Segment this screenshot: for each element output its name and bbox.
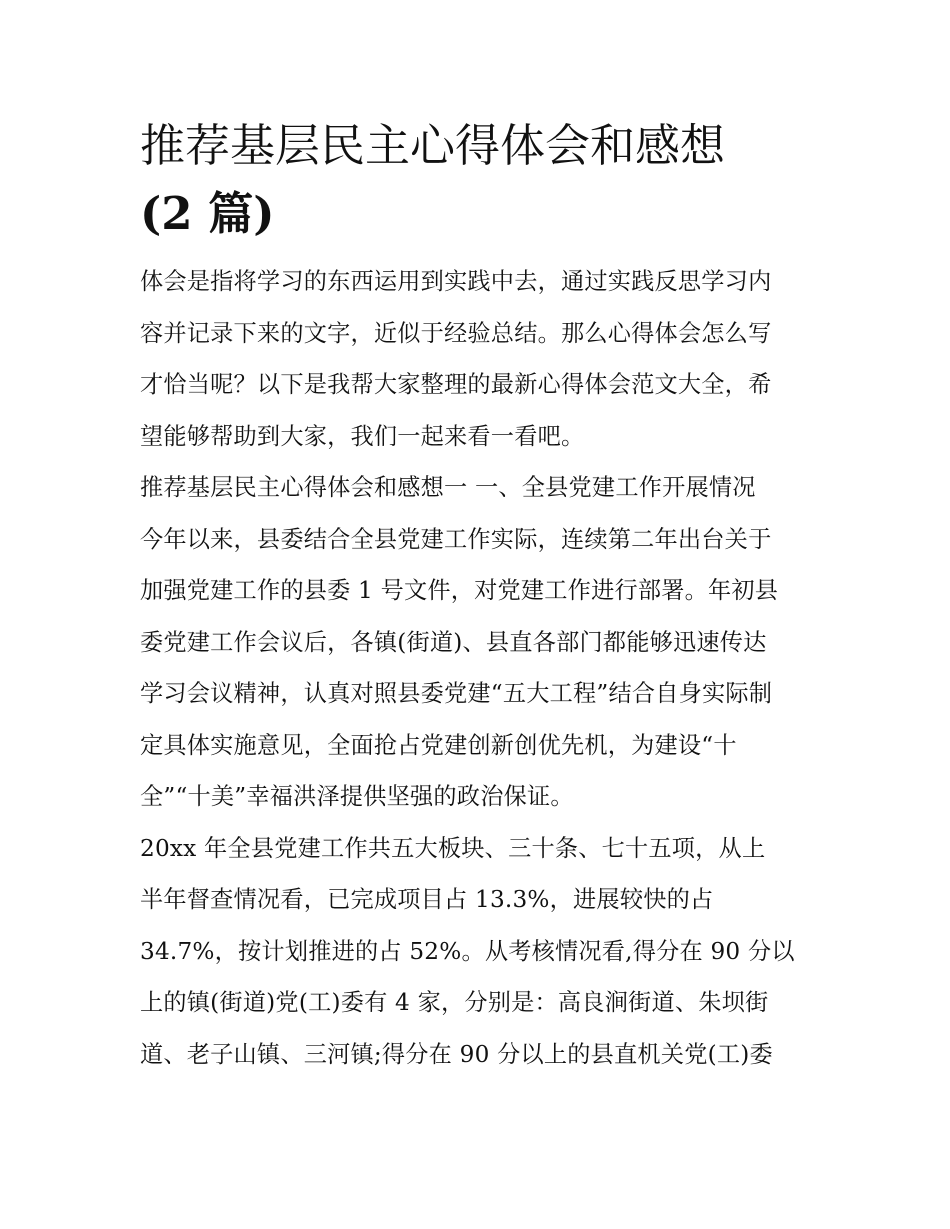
text-line: 才恰当呢？以下是我帮大家整理的最新心得体会范文大全，希 xyxy=(140,371,772,398)
body-paragraph xyxy=(140,462,812,823)
title-line: (2 篇) xyxy=(140,187,275,240)
text-line: 体会是指将学习的东西运用到实践中去，通过实践反思学习内 xyxy=(140,268,772,295)
intro-paragraph xyxy=(140,256,812,462)
text-line: 加强党建工作的县委 1 号文件，对党建工作进行部署。年初县 xyxy=(140,577,779,604)
text-line: 半年督查情况看，已完成项目占 13.3%，进展较快的占 xyxy=(140,886,714,913)
text-line: 望能够帮助到大家，我们一起来看一看吧。 xyxy=(140,422,585,450)
text-line: 今年以来，县委结合全县党建工作实际，连续第二年出台关于 xyxy=(140,525,772,553)
text-line: 学习会议精神，认真对照县委党建“五大工程”结合自身实际制 xyxy=(140,680,773,707)
text-line: 34.7%，按计划推进的占 52%。从考核情况看,得分在 90 分以 xyxy=(140,937,795,965)
document-body xyxy=(140,112,812,1080)
text-line: 20xx 年全县党建工作共五大板块、三十条、七十五项，从上 xyxy=(140,834,766,862)
text-line: 上的镇(街道)党(工)委有 4 家，分别是：高良涧街道、朱坝街 xyxy=(140,989,769,1016)
text-line: 委党建工作会议后，各镇(街道)、县直各部门都能够迅速传达 xyxy=(140,628,767,656)
text-line: 道、老子山镇、三河镇;得分在 90 分以上的县直机关党(工)委 xyxy=(140,1040,773,1068)
text-line: 推荐基层民主心得体会和感想一 一、全县党建工作开展情况 xyxy=(140,474,756,501)
body-paragraph xyxy=(140,823,812,1081)
text-line: 定具体实施意见，全面抢占党建创新创优先机，为建设“十 xyxy=(140,731,737,759)
text-line: 全”“十美”幸福洪泽提供坚强的政治保证。 xyxy=(140,783,574,810)
document-title xyxy=(140,112,812,248)
title-line: 推荐基层民主心得体会和感想 xyxy=(140,119,726,172)
text-line: 容并记录下来的文字，近似于经验总结。那么心得体会怎么写 xyxy=(140,319,772,347)
